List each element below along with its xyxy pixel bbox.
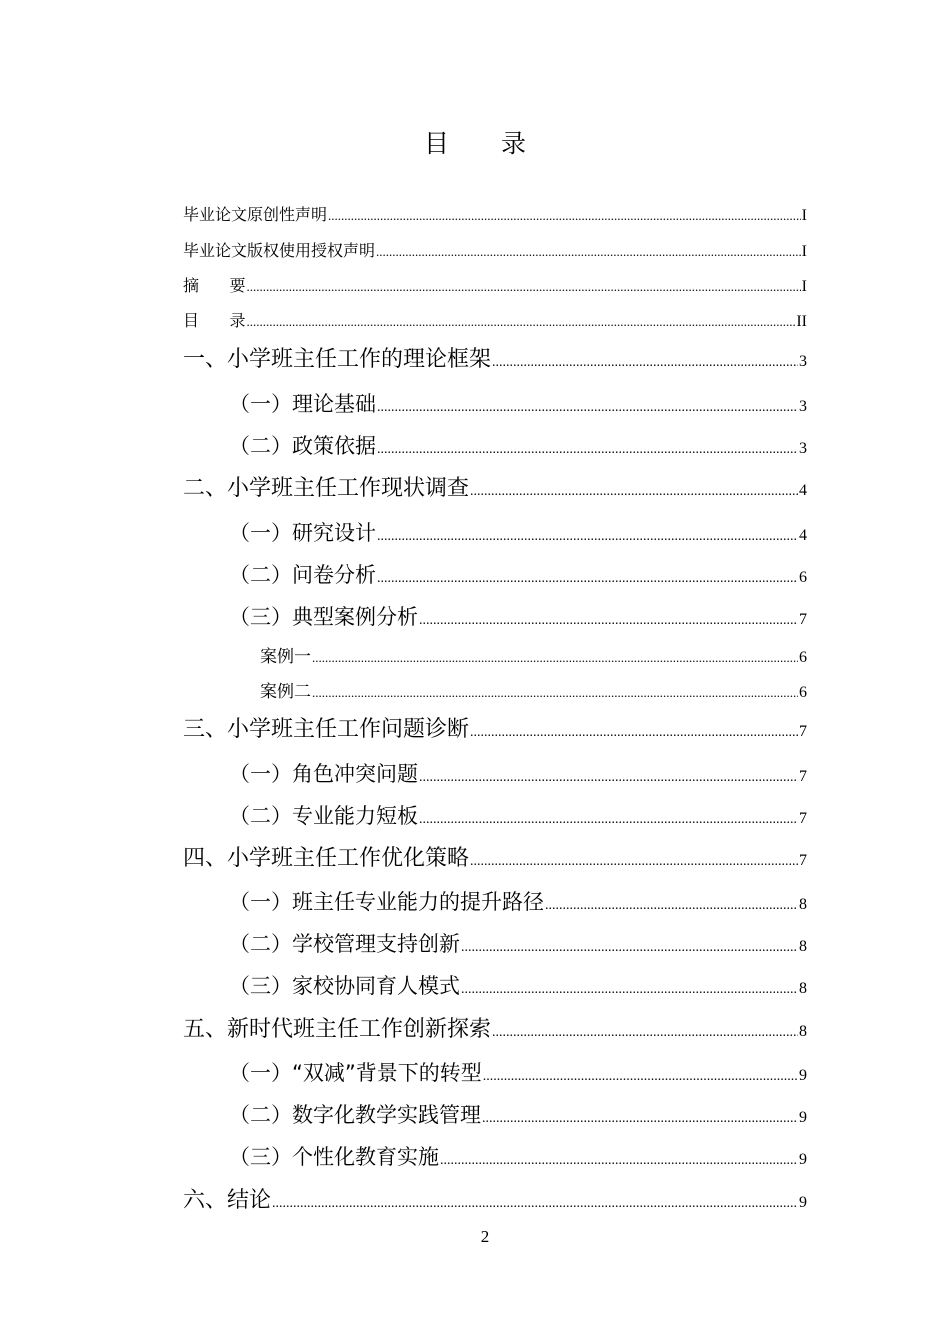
section-number: （一） (229, 521, 292, 545)
toc-entry-text: 小学班主任工作优化策略 (227, 846, 470, 871)
toc-page-number: 8 (799, 1023, 807, 1040)
toc-section-4-2[interactable] (183, 929, 807, 963)
toc-entry-text: 摘 要 (183, 276, 246, 295)
toc-chapter-5[interactable] (183, 1015, 807, 1048)
toc-chapter-3[interactable] (183, 715, 807, 748)
section-number: （二） (229, 804, 292, 828)
toc-section-3-1[interactable] (183, 759, 807, 793)
section-number: （二） (229, 1103, 292, 1127)
toc-page-number: 6 (799, 649, 807, 666)
toc-entry-contents[interactable] (183, 310, 807, 333)
dot-leader (470, 718, 798, 748)
toc-section-5-3[interactable] (183, 1142, 807, 1176)
chapter-number: 二、 (183, 476, 228, 501)
toc-chapter-2[interactable] (183, 474, 807, 507)
section-number: （一） (229, 762, 292, 786)
toc-page-number: 7 (799, 810, 807, 827)
section-number: （一） (229, 392, 292, 416)
dot-leader (545, 891, 798, 921)
toc-chapter-4[interactable] (183, 844, 807, 877)
toc-page-number: 9 (799, 1067, 807, 1084)
toc-section-1-2[interactable] (183, 431, 807, 465)
toc-entry-text: 政策依据 (292, 434, 376, 458)
toc-entry-abstract[interactable] (183, 275, 807, 298)
toc-section-2-3[interactable] (183, 602, 807, 636)
dot-leader (461, 933, 798, 963)
toc-entry-text: 个性化教育实施 (292, 1145, 439, 1169)
section-number: （三） (229, 1145, 292, 1169)
toc-entry-text: “双减”背景下的转型 (292, 1061, 482, 1085)
dot-leader (247, 276, 801, 298)
toc-page-number: 4 (799, 527, 807, 544)
toc-entry-text: 学校管理支持创新 (292, 932, 460, 956)
section-number: （一） (229, 1061, 292, 1085)
toc-page-number: 7 (799, 723, 807, 740)
toc-entry-text: 角色冲突问题 (292, 762, 418, 786)
toc-entry-text: 典型案例分析 (292, 605, 418, 629)
toc-entry-text: 班主任专业能力的提升路径 (292, 890, 544, 914)
dot-leader (247, 311, 796, 333)
toc-entry-text: 小学班主任工作现状调查 (227, 476, 470, 501)
toc-entry-text: 研究设计 (292, 521, 376, 545)
dot-leader (461, 975, 798, 1005)
toc-chapter-1[interactable] (183, 345, 807, 378)
toc-section-3-2[interactable] (183, 801, 807, 835)
dot-leader (419, 805, 798, 835)
dot-leader (377, 393, 798, 423)
section-number: （二） (229, 434, 292, 458)
section-number: （三） (229, 974, 292, 998)
toc-entry-text: 家校协同育人模式 (292, 974, 460, 998)
toc-subsection-case-2[interactable] (183, 680, 807, 705)
dot-leader (419, 763, 798, 793)
section-number: （一） (229, 890, 292, 914)
dot-leader (419, 606, 798, 636)
toc-page-number: I (801, 278, 807, 295)
toc-entry-text: 毕业论文版权使用授权声明 (183, 241, 376, 260)
toc-page-number: 8 (799, 980, 807, 997)
toc-entry-text: 新时代班主任工作创新探索 (227, 1017, 492, 1042)
dot-leader (482, 1104, 798, 1134)
chapter-number: 三、 (183, 717, 228, 742)
toc-page-number: 7 (799, 768, 807, 785)
dot-leader (377, 435, 798, 465)
toc-page-number: 6 (799, 569, 807, 586)
toc-page-number: 8 (799, 938, 807, 955)
toc-page-number: 7 (799, 852, 807, 869)
toc-page-number: 3 (799, 440, 807, 457)
toc-page-number: 9 (799, 1109, 807, 1126)
dot-leader (377, 564, 798, 594)
dot-leader (470, 847, 798, 877)
toc-page-number: II (796, 313, 807, 330)
toc-chapter-6[interactable] (183, 1186, 807, 1219)
dot-leader (470, 477, 798, 507)
page-number: 2 (480, 1227, 490, 1246)
toc-entry-text: 理论基础 (292, 392, 376, 416)
toc-section-2-2[interactable] (183, 560, 807, 594)
toc-subsection-case-1[interactable] (183, 645, 807, 670)
toc-page-number: 3 (799, 353, 807, 370)
toc-entry-text: 小学班主任工作的理论框架 (227, 347, 492, 372)
chapter-number: 六、 (183, 1188, 228, 1213)
toc-entry-text: 小学班主任工作问题诊断 (227, 717, 470, 742)
toc-page-number: I (801, 207, 807, 224)
toc-section-5-2[interactable] (183, 1100, 807, 1134)
toc-section-4-1[interactable] (183, 887, 807, 921)
dot-leader (483, 1062, 798, 1092)
dot-leader (376, 241, 801, 263)
toc-entry-text: 案例一 (260, 647, 311, 667)
toc-entry-text: 专业能力短板 (292, 804, 418, 828)
toc-page-number: 9 (799, 1194, 807, 1211)
dot-leader (328, 205, 801, 227)
toc-title: 目 录 (424, 129, 548, 158)
toc-section-4-3[interactable] (183, 971, 807, 1005)
toc-page-number: I (801, 243, 807, 260)
toc-entry-text: 问卷分析 (292, 563, 376, 587)
toc-section-2-1[interactable] (183, 518, 807, 552)
toc-section-1-1[interactable] (183, 389, 807, 423)
dot-leader (312, 646, 798, 670)
toc-entry-text: 毕业论文原创性声明 (183, 205, 328, 224)
chapter-number: 四、 (183, 846, 228, 871)
dot-leader (377, 522, 798, 552)
toc-page-number: 8 (799, 896, 807, 913)
chapter-number: 一、 (183, 347, 228, 372)
toc-entry-text: 结论 (227, 1188, 272, 1213)
section-number: （三） (229, 605, 292, 629)
section-number: （二） (229, 563, 292, 587)
dot-leader (272, 1189, 798, 1219)
section-number: （二） (229, 932, 292, 956)
dot-leader (440, 1146, 798, 1176)
toc-page-number: 9 (799, 1151, 807, 1168)
toc-entry-text: 目 录 (183, 311, 246, 330)
toc-page-number: 4 (799, 482, 807, 499)
toc-entry-copyright-statement[interactable] (183, 240, 807, 263)
toc-page-number: 6 (799, 684, 807, 701)
dot-leader (492, 348, 798, 378)
toc-section-5-1[interactable] (183, 1058, 807, 1092)
chapter-number: 五、 (183, 1017, 228, 1042)
dot-leader (492, 1018, 798, 1048)
toc-page-number: 3 (799, 398, 807, 415)
toc-entry-text: 案例二 (260, 682, 311, 702)
toc-entry-originality-statement[interactable] (183, 204, 807, 227)
toc-entry-text: 数字化教学实践管理 (292, 1103, 481, 1127)
toc-page-number: 7 (799, 611, 807, 628)
dot-leader (312, 681, 798, 705)
